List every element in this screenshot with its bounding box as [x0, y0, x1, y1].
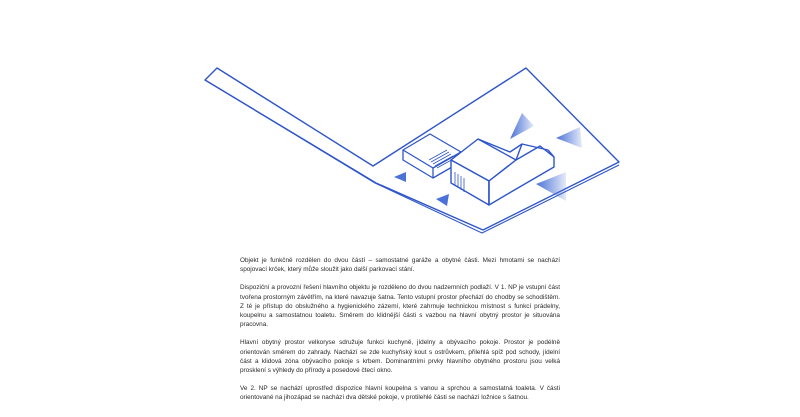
paragraph-upper-floor: Ve 2. NP se nachází uprostřed dispozice hlavní koupelna s vanou a sprchou a samostatná toaleta. V části orientované na jihozápad se nachází dva dětské pokoje, v protilehlé části se nachází ložnice s šatnou. [240, 385, 560, 402]
description-text [240, 256, 560, 412]
view-fan-northeast [556, 127, 582, 148]
paragraph-ground-floor: Dispoziční a provozní řešení hlavního objektu je rozděleno do dvou nadzemních podlaží. V 1. NP je vstupní část tvořena prostorným závětřím, na které navazuje šatna. Tento vstupní prostor přechází do chodby se schodištěm. Z té je přístup do obslužného a hygienického zázemí, které zahrnuje technickou místnost s funkcí prádelny, koupelnu a samostatnou toaletu. Směrem do klidnější části s vazbou na hlavní obytný prostor je situována pracovna. [240, 284, 560, 329]
main-house-volume [451, 139, 554, 205]
paragraph-living-space: Hlavní obytný prostor velkoryse sdružuje funkci kuchyně, jídelny a obývacího pokoje. Prostor je podélně orientován směrem do zahrady. Nachází se zde kuchyňský kout s ostrůvkem, přilehlá spíž pod schody, jídelní část a klidová zóna obývacího pokoje s krbem. Dominantními prvky hlavního obytného prostoru jsou velká prosklení s výhledy do přírody a posedové čtecí okno. [240, 339, 560, 375]
paragraph-layout: Objekt je funkčně rozdělen do dvou částí – samostatné garáže a obytné části. Mezi hmotami se nachází spojovací krček, který může sloužit jako další parkovací stání. [240, 257, 560, 274]
view-fan-north [510, 113, 534, 139]
entry-arrow-bottom [436, 194, 449, 206]
plot-inner-line [205, 80, 619, 233]
entry-arrow-left [394, 172, 406, 182]
